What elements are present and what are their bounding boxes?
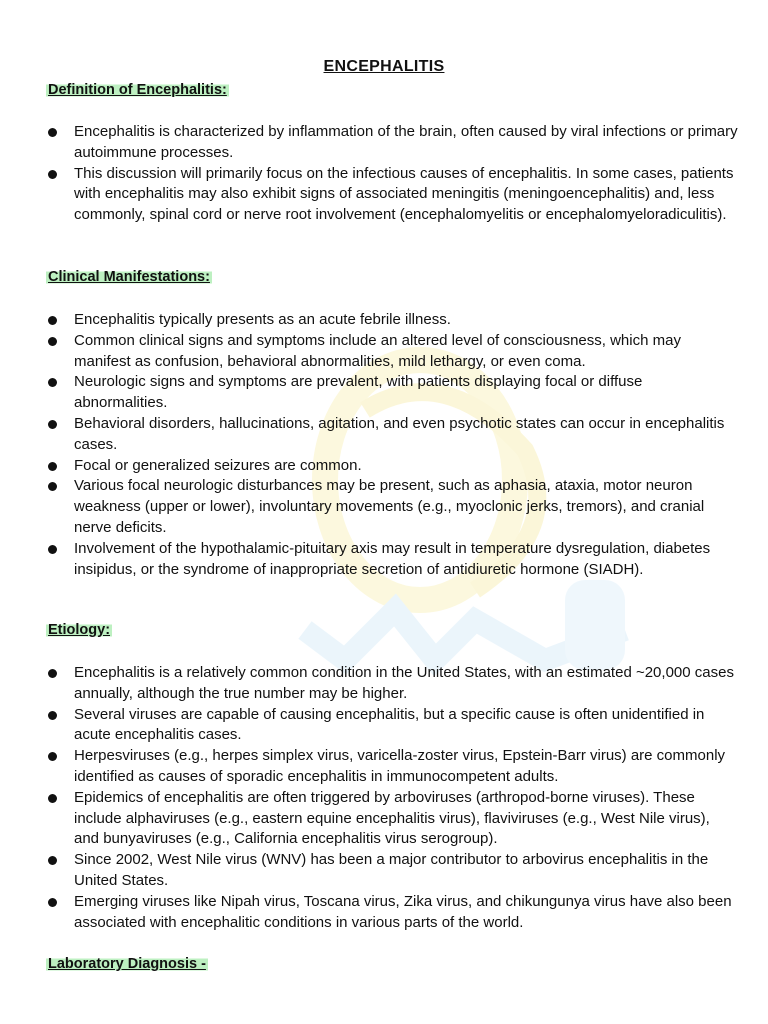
list-item: Involvement of the hypothalamic-pituitary axis may result in temperature dysregulation, diabetes insipidus, or the syndrome of inappropriate secretion of antidiuretic hormone (SIADH).: [48, 539, 738, 581]
list-item: Several viruses are capable of causing encephalitis, but a specific cause is often unidentified in acute encephalitis cases.: [48, 705, 738, 747]
section-heading-laboratory-diagnosis: Laboratory Diagnosis -: [48, 956, 206, 972]
list-item: Neurologic signs and symptoms are prevalent, with patients displaying focal or diffuse abnormalities.: [48, 372, 738, 414]
document-title: ENCEPHALITIS: [323, 58, 445, 75]
list-item: Encephalitis is characterized by inflammation of the brain, often caused by viral infections or primary autoimmune processes.: [48, 122, 738, 164]
list-item: This discussion will primarily focus on the infectious causes of encephalitis. In some cases, patients with encephalitis may also exhibit signs of associated meningitis (meningoencephalitis) and, less commonly, spinal cord or nerve root involvement (encephalomyelitis or encephalomyeloradiculitis).: [48, 164, 738, 226]
list-item: Herpesviruses (e.g., herpes simplex virus, varicella-zoster virus, Epstein-Barr virus) are commonly identified as causes of sporadic encephalitis in immunocompetent adults.: [48, 746, 738, 788]
list-item: Various focal neurologic disturbances may be present, such as aphasia, ataxia, motor neuron weakness (upper or lower), involuntary movements (e.g., myoclonic jerks, tremors), and cranial nerve deficits.: [48, 476, 738, 538]
list-item: Encephalitis is a relatively common condition in the United States, with an estimated ~20,000 cases annually, although the true number may be higher.: [48, 663, 738, 705]
section-heading-clinical-manifestations: Clinical Manifestations:: [48, 269, 210, 285]
section-heading-etiology: Etiology:: [48, 622, 111, 638]
list-item: Since 2002, West Nile virus (WNV) has been a major contributor to arbovirus encephalitis in the United States.: [48, 850, 738, 892]
clinical-manifestations-list: [48, 310, 738, 580]
list-item: Focal or generalized seizures are common.: [48, 456, 738, 477]
etiology-list: [48, 663, 738, 933]
list-item: Encephalitis typically presents as an acute febrile illness.: [48, 310, 738, 331]
list-item: Behavioral disorders, hallucinations, agitation, and even psychotic states can occur in encephalitis cases.: [48, 414, 738, 456]
section-heading-definition: Definition of Encephalitis:: [48, 82, 227, 98]
list-item: Common clinical signs and symptoms include an altered level of consciousness, which may manifest as confusion, behavioral abnormalities, mild lethargy, or even coma.: [48, 331, 738, 373]
list-item: Emerging viruses like Nipah virus, Toscana virus, Zika virus, and chikungunya virus have also been associated with encephalitic conditions in various parts of the world.: [48, 892, 738, 934]
list-item: Epidemics of encephalitis are often triggered by arboviruses (arthropod-borne viruses). These include alphaviruses (e.g., eastern equine encephalitis virus), flaviviruses (e.g., West Nile virus), and bunyaviruses (e.g., California encephalitis virus serogroup).: [48, 788, 738, 850]
definition-list: [48, 122, 738, 226]
